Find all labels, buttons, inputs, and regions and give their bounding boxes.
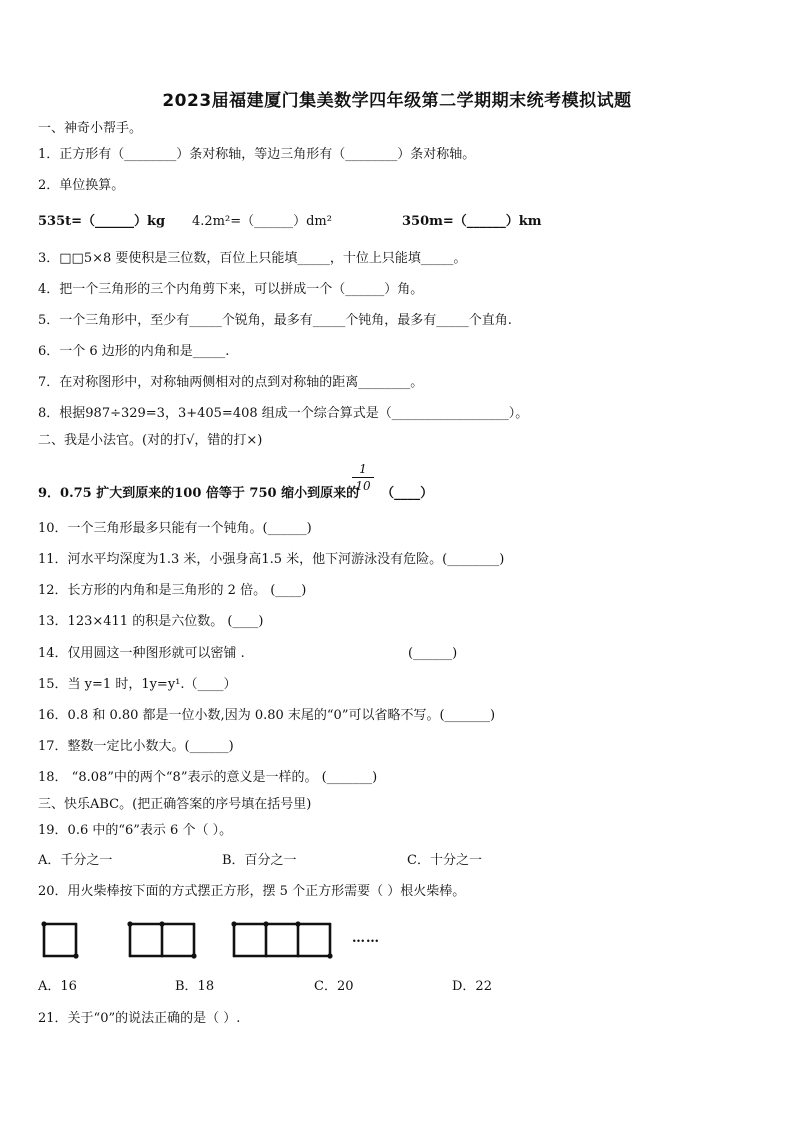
question-16: 16．0.8 和 0.80 都是一位小数,因为 0.80 末尾的“0”可以省略不写。(_______) bbox=[38, 708, 496, 723]
matchstick-three-squares bbox=[234, 924, 330, 956]
question-20: 20．用火柴棒按下面的方式摆正方形，摆 5 个正方形需要（ ）根火柴棒。 bbox=[38, 884, 466, 899]
question-4: 4．把一个三角形的三个内角剪下来，可以拼成一个（______）角。 bbox=[38, 282, 424, 297]
question-2: 2．单位换算。 bbox=[38, 178, 125, 193]
question-20-option-c: C．20 bbox=[314, 979, 354, 994]
question-19-option-a: A．千分之一 bbox=[38, 853, 113, 868]
matchstick-two-squares bbox=[130, 924, 194, 956]
question-20-option-a: A．16 bbox=[38, 979, 77, 994]
matchstick-squares-figure bbox=[38, 915, 398, 965]
matchstick-one-square bbox=[44, 924, 76, 956]
question-2-item-1: 535t=（______）kg bbox=[38, 214, 166, 229]
question-5: 5．一个三角形中，至少有_____个锐角，最多有_____个钝角，最多有_____个直角. bbox=[38, 313, 512, 328]
question-17: 17．整数一定比小数大。(______) bbox=[38, 739, 234, 754]
question-11: 11．河水平均深度为1.3 米，小强身高1.5 米，他下河游泳没有危险。(________) bbox=[38, 552, 505, 567]
question-3: 3．□□5×8 要使积是三位数，百位上只能填_____，十位上只能填_____。 bbox=[38, 251, 467, 266]
question-10: 10．一个三角形最多只能有一个钝角。(______) bbox=[38, 521, 312, 536]
question-19-option-b: B．百分之一 bbox=[222, 853, 297, 868]
question-9-blank: （____） bbox=[381, 486, 434, 501]
question-2-item-2: 4.2m²=（______）dm² bbox=[192, 214, 332, 229]
question-19: 19．0.6 中的“6”表示 6 个（ ）。 bbox=[38, 823, 233, 838]
question-15: 15．当 y=1 时，1y=y¹.（____） bbox=[38, 677, 237, 692]
question-18: 18． “8.08”中的两个“8”表示的意义是一样的。 (_______) bbox=[38, 770, 378, 785]
question-20-option-d: D．22 bbox=[452, 979, 492, 994]
question-12: 12．长方形的内角和是三角形的 2 倍。 (____) bbox=[38, 583, 307, 598]
question-9-text: 9．0.75 扩大到原来的100 倍等于 750 缩小到原来的 bbox=[38, 486, 360, 501]
question-8: 8．根据987÷329=3，3+405=408 组成一个综合算式是（__________________）。 bbox=[38, 406, 529, 421]
question-14: 14．仅用圆这一种图形就可以密铺 . bbox=[38, 646, 245, 661]
question-21: 21．关于“0”的说法正确的是（ ）. bbox=[38, 1011, 241, 1026]
question-1: 1．正方形有（________）条对称轴，等边三角形有（________）条对称轴。 bbox=[38, 147, 476, 162]
section-heading-2: 二、我是小法官。(对的打√，错的打×) bbox=[38, 433, 263, 448]
question-14-blank: (______) bbox=[408, 646, 458, 661]
question-7: 7．在对称图形中，对称轴两侧相对的点到对称轴的距离________。 bbox=[38, 375, 424, 390]
question-6: 6．一个 6 边形的内角和是_____. bbox=[38, 344, 230, 359]
question-20-option-b: B．18 bbox=[175, 979, 215, 994]
fraction-one-tenth bbox=[352, 462, 374, 493]
fraction-denominator: 10 bbox=[355, 479, 371, 493]
section-heading-3: 三、快乐ABC。(把正确答案的序号填在括号里) bbox=[38, 797, 312, 812]
fraction-numerator: 1 bbox=[359, 462, 367, 476]
section-heading-1: 一、神奇小帮手。 bbox=[38, 121, 143, 136]
page-title: 2023届福建厦门集美数学四年级第二学期期末统考模拟试题 bbox=[162, 91, 632, 111]
matchstick-continuation-dots: …… bbox=[352, 931, 380, 946]
question-2-item-3: 350m=（______）km bbox=[402, 214, 542, 229]
question-13: 13．123×411 的积是六位数。 (____) bbox=[38, 614, 264, 629]
question-19-option-c: C．十分之一 bbox=[407, 853, 482, 868]
